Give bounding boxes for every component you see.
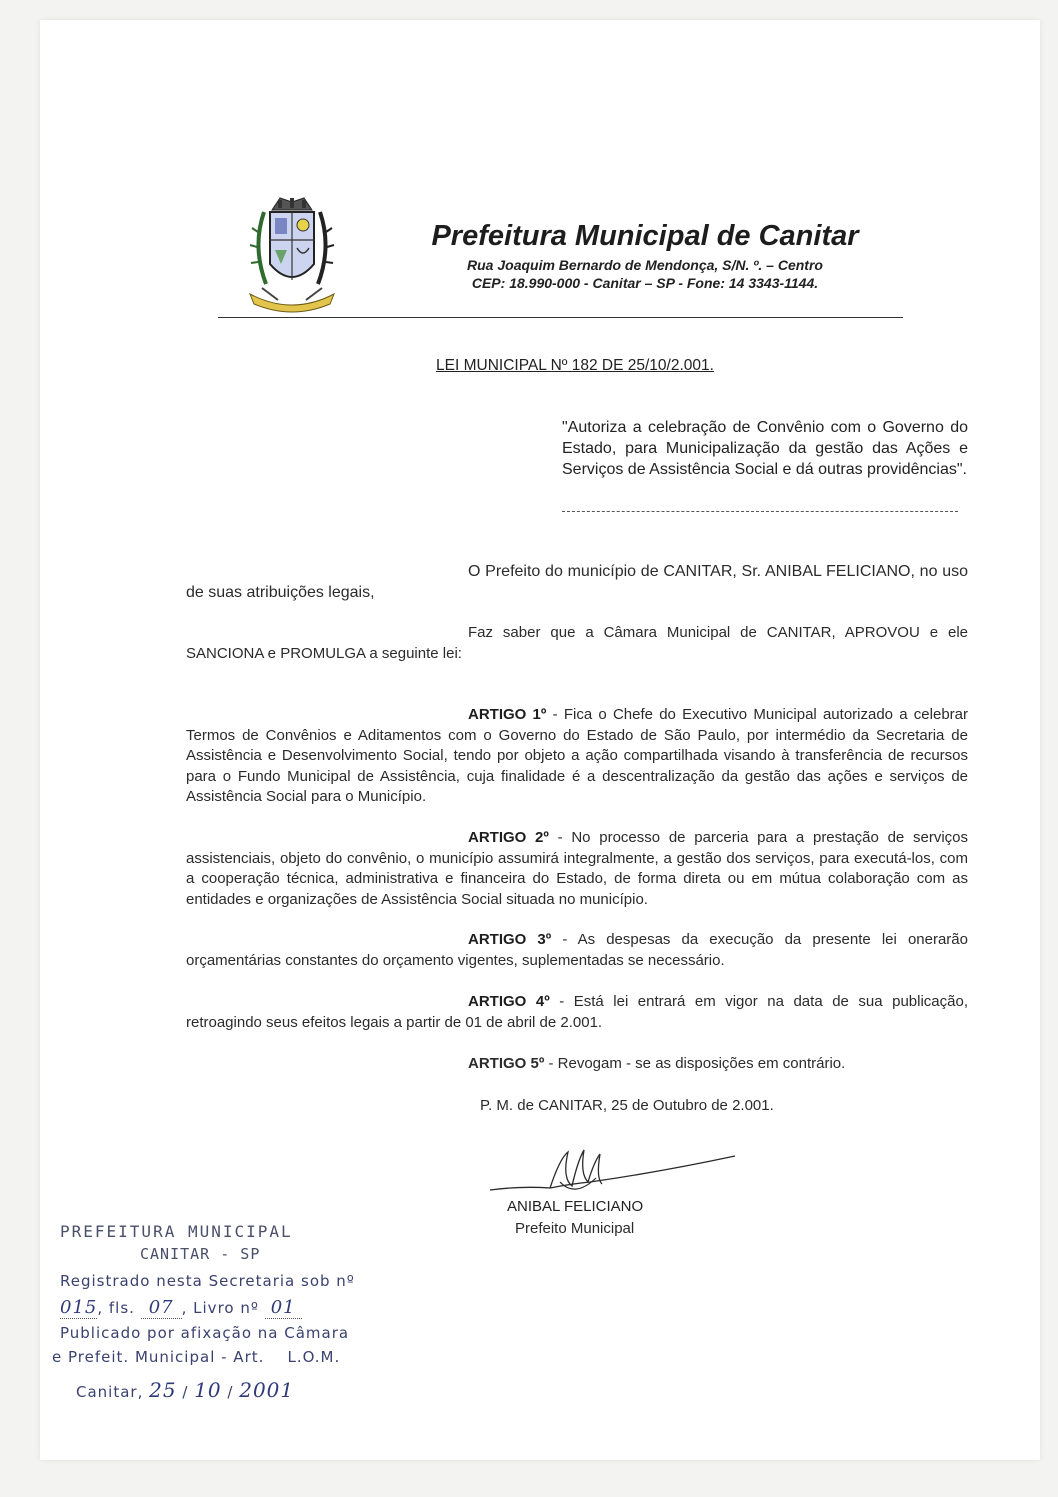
article-2-label: ARTIGO 2º bbox=[468, 829, 549, 846]
header-divider bbox=[218, 317, 903, 318]
article-5-text: - Revogam - se as disposições em contrário. bbox=[544, 1055, 846, 1072]
livro-label: , Livro nº bbox=[181, 1299, 259, 1317]
fls-label: , fls. bbox=[97, 1299, 135, 1317]
coat-of-arms-logo bbox=[242, 192, 342, 317]
header-address: Rua Joaquim Bernardo de Mendonça, S/N. º. – Centro bbox=[467, 257, 823, 273]
sanction-paragraph: Faz saber que a Câmara Municipal de CANITAR, APROVOU e ele SANCIONA e PROMULGA a seguinte lei: bbox=[186, 624, 968, 662]
livro-value: 01 bbox=[265, 1297, 302, 1319]
stamp-date-line: Canitar, 25 / 10 / 2001 bbox=[76, 1378, 295, 1402]
article-2 bbox=[186, 828, 968, 910]
stamp-date-month: 10 bbox=[194, 1378, 222, 1402]
article-3-text: - As despesas da execução da presente lei onerarão orçamentárias constantes do orçamento vigentes, suplementadas se necessário. bbox=[186, 931, 968, 969]
article-4-text: - Está lei entrará em vigor na data de sua publicação, retroagindo seus efeitos legais a partir de 01 de abril de 2.001. bbox=[186, 993, 968, 1031]
preamble-paragraph: O Prefeito do município de CANITAR, Sr. ANIBAL FELICIANO, no uso de suas atribuições legais, bbox=[186, 563, 968, 601]
law-title: LEI MUNICIPAL Nº 182 DE 25/10/2.001. bbox=[436, 357, 714, 374]
stamp-article-line: e Prefeit. Municipal - Art. L.O.M. bbox=[52, 1348, 341, 1366]
fls-value: 07 bbox=[141, 1297, 182, 1319]
municipality-title: Prefeitura Municipal de Canitar bbox=[431, 220, 859, 252]
stamp-record-line bbox=[60, 1297, 302, 1318]
article-4 bbox=[186, 992, 968, 1033]
stamp-registration-line: Registrado nesta Secretaria sob nº bbox=[60, 1272, 355, 1290]
article-1 bbox=[186, 705, 968, 808]
stamp-date-day: 25 bbox=[149, 1378, 177, 1402]
header-contact: CEP: 18.990-000 - Canitar – SP - Fone: 14 3343-1144. bbox=[471, 275, 819, 291]
stamp-city-label: Canitar, bbox=[76, 1383, 144, 1401]
registration-number: 015 bbox=[60, 1297, 98, 1318]
stamp-date-year: 2001 bbox=[239, 1378, 295, 1402]
article-5 bbox=[468, 1055, 845, 1072]
stamp-city: CANITAR - SP bbox=[140, 1245, 261, 1263]
article-3 bbox=[186, 930, 968, 971]
article-4-label: ARTIGO 4º bbox=[468, 993, 550, 1010]
article-3-label: ARTIGO 3º bbox=[468, 931, 552, 948]
article-1-text: - Fica o Chefe do Executivo Municipal autorizado a celebrar Termos de Convênios e Aditamentos com o Governo do Estado de São Paulo, por intermédio da Secretaria de Assistência e Desenvolvimento Social, tendo por objeto a ação compartilhada visando à transferência de recursos para o Fundo Municipal de Assistência, cuja finalidade é a descentralização da gestão das ações e serviços de Assistência Social para o Município. bbox=[186, 706, 968, 805]
stamp-publication-line: Publicado por afixação na Câmara bbox=[60, 1324, 350, 1342]
stamp-header: PREFEITURA MUNICIPAL bbox=[60, 1222, 293, 1241]
place-date: P. M. de CANITAR, 25 de Outubro de 2.001. bbox=[480, 1097, 774, 1114]
article-2-text: - No processo de parceria para a prestação de serviços assistenciais, objeto do convênio, o município assumirá integralmente, a gestão dos serviços, para executá-los, com a cooperação técnica, administrativa e financeira do Estado, de forma direta ou em mútua colaboração com as entidades e organizações de Assistência Social situada no município. bbox=[186, 829, 968, 908]
signatory-role: Prefeito Municipal bbox=[515, 1220, 635, 1237]
article-1-label: ARTIGO 1º bbox=[468, 706, 547, 723]
summary-divider bbox=[562, 511, 958, 512]
signatory-name: ANIBAL FELICIANO bbox=[507, 1198, 644, 1215]
article-5-label: ARTIGO 5º bbox=[468, 1055, 545, 1072]
law-summary: "Autoriza a celebração de Convênio com o Governo do Estado, para Municipalização da gestão das Ações e Serviços de Assistência Social e dá outras providências". bbox=[562, 419, 968, 478]
